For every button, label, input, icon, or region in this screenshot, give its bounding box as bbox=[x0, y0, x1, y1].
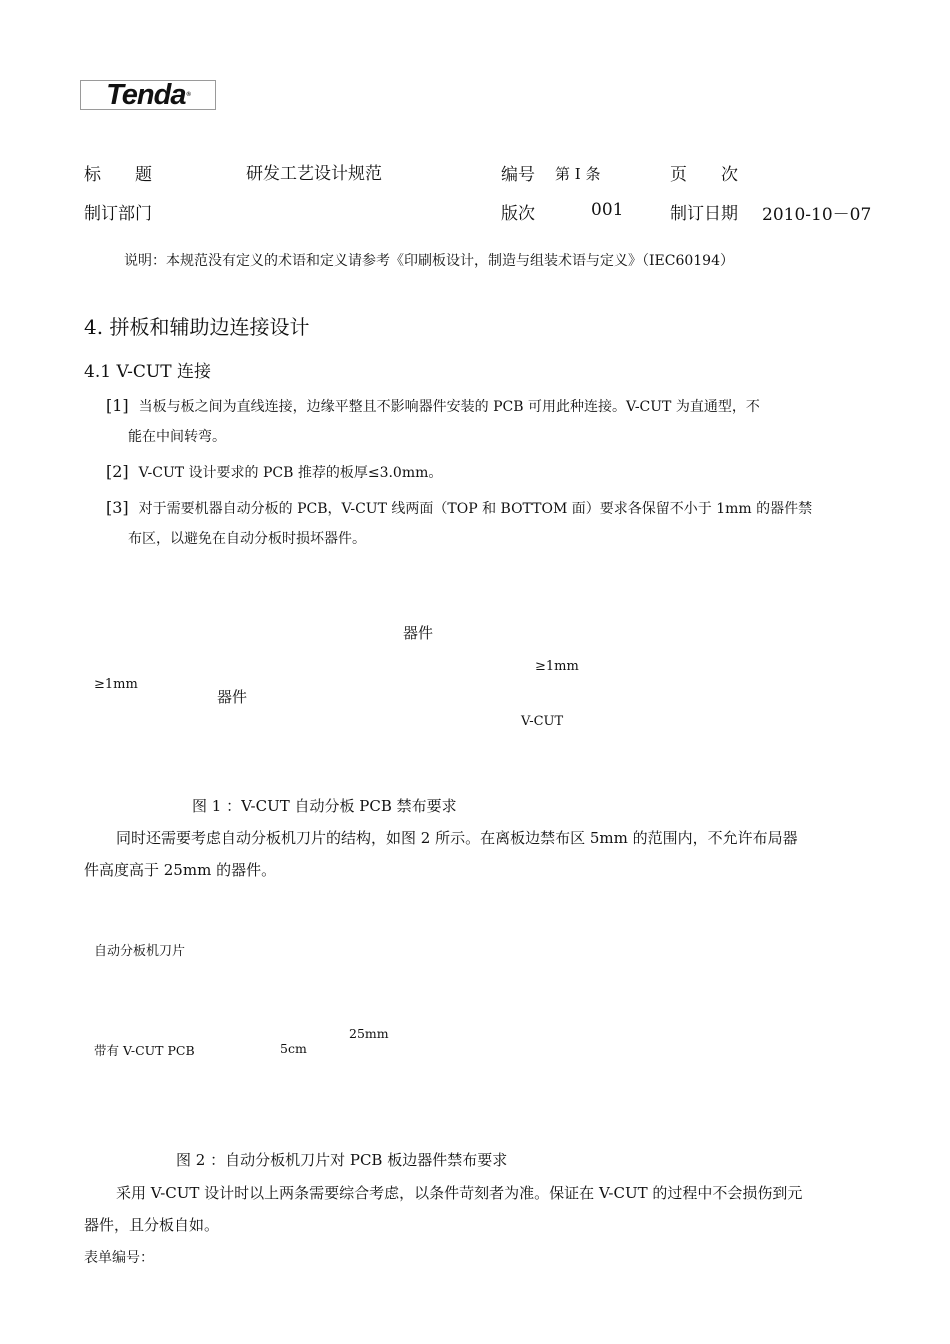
item-text: 当板与板之间为直线连接，边缘平整且不影响器件安装的 PCB 可用此种连接。V-CUT 为直通型，不 bbox=[138, 399, 760, 415]
item-text: V-CUT 设计要求的 PCB 推荐的板厚≤3.0mm。 bbox=[138, 465, 443, 481]
code-value: 第 I 条 bbox=[555, 165, 601, 183]
version-value: 001 bbox=[591, 200, 624, 220]
dept-label: 制订部门 bbox=[84, 204, 152, 224]
code-label: 编号 bbox=[501, 165, 535, 185]
fig1-vcut-label: V-CUT bbox=[521, 714, 564, 729]
paragraph-line: 件高度高于 25mm 的器件。 bbox=[84, 861, 277, 879]
subsection-heading: 4.1 V-CUT 连接 bbox=[84, 362, 211, 382]
paragraph-line: 同时还需要考虑自动分板机刀片的结构，如图 2 所示。在离板边禁布区 5mm 的范围内，不允许布局器 bbox=[116, 829, 798, 847]
item-text-continuation: 布区，以避免在自动分板时损坏器件。 bbox=[128, 531, 366, 547]
item-number: [2] bbox=[106, 462, 129, 481]
figure-2-caption: 图 2 ：自动分板机刀片对 PCB 板边器件禁布要求 bbox=[176, 1151, 508, 1169]
fig2-height-label: 25mm bbox=[349, 1026, 389, 1041]
page-label: 页 次 bbox=[670, 165, 738, 185]
item-number: [1] bbox=[106, 396, 129, 415]
logo-text: Tenda bbox=[106, 78, 186, 111]
date-value: 2010-10－07 bbox=[762, 205, 872, 225]
paragraph-line: 采用 V-CUT 设计时以上两条需要综合考虑，以条件苛刻者为准。保证在 V-CUT 的过程中不会损伤到元 bbox=[116, 1184, 803, 1202]
item-text: 对于需要机器自动分板的 PCB，V-CUT 线两面（TOP 和 BOTTOM 面）要求各保留不小于 1mm 的器件禁 bbox=[138, 501, 813, 517]
figure-1-caption: 图 1 ：V-CUT 自动分板 PCB 禁布要求 bbox=[192, 797, 457, 815]
item-text-continuation: 能在中间转弯。 bbox=[128, 429, 226, 445]
list-item bbox=[106, 462, 442, 482]
list-item bbox=[106, 498, 812, 548]
fig2-pcb-label: 带有 V-CUT PCB bbox=[94, 1043, 195, 1058]
list-item bbox=[106, 396, 760, 446]
fig2-distance-label: 5cm bbox=[280, 1041, 307, 1056]
paragraph-blade-structure bbox=[84, 822, 884, 886]
fig1-clearance-label-right: ≥1mm bbox=[535, 659, 579, 674]
title-label: 标 题 bbox=[84, 165, 152, 185]
title-value: 研发工艺设计规范 bbox=[246, 164, 382, 184]
registered-mark: ® bbox=[186, 92, 190, 98]
fig1-component-label-left: 器件 bbox=[217, 688, 248, 706]
item-number: [3] bbox=[106, 498, 129, 517]
fig1-component-label-top: 器件 bbox=[403, 624, 434, 642]
fig2-blade-label: 自动分板机刀片 bbox=[94, 944, 186, 959]
form-number-label: 表单编号： bbox=[84, 1250, 154, 1266]
paragraph-conclusion bbox=[84, 1177, 884, 1241]
tenda-logo bbox=[80, 80, 216, 110]
section-heading: 4. 拼板和辅助边连接设计 bbox=[84, 315, 310, 339]
version-label: 版次 bbox=[501, 204, 535, 224]
reference-note: 说明：本规范没有定义的术语和定义请参考《印刷板设计，制造与组装术语与定义》（IEC60194） bbox=[124, 253, 734, 269]
date-label: 制订日期 bbox=[670, 204, 738, 224]
paragraph-line: 器件，且分板自如。 bbox=[84, 1216, 220, 1234]
fig1-clearance-label-left: ≥1mm bbox=[94, 677, 138, 692]
